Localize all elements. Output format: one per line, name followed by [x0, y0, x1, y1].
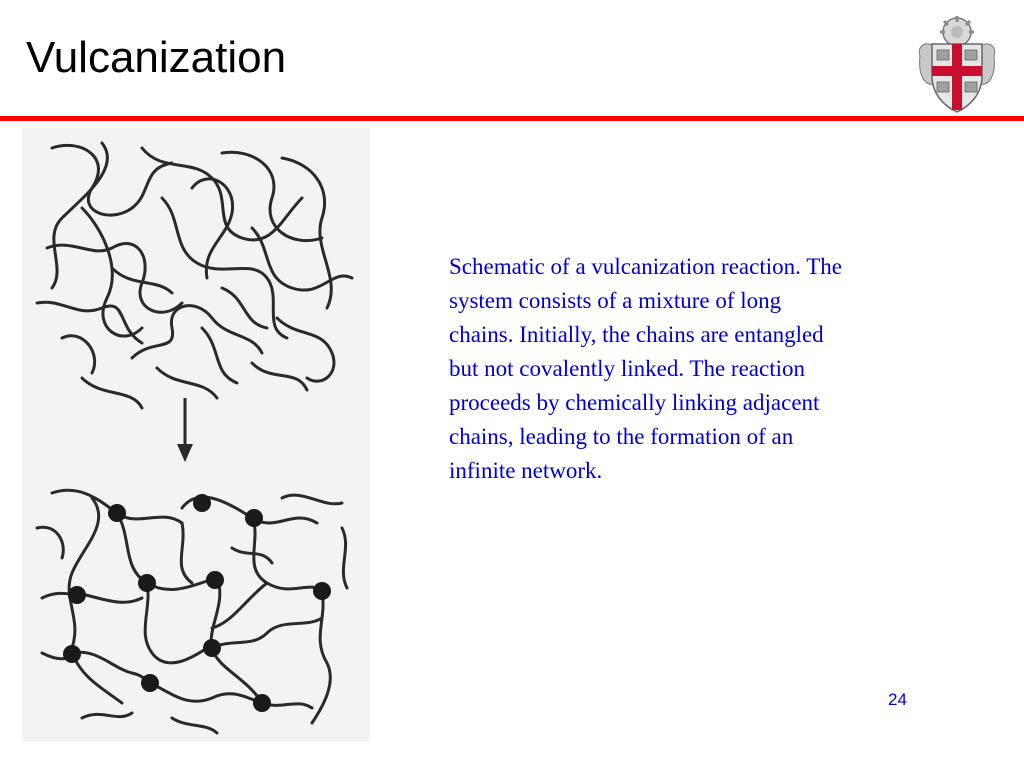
page-number: 24	[888, 690, 907, 709]
entangled-chains	[37, 143, 352, 408]
crosslink-points	[63, 494, 331, 712]
down-arrow-icon	[177, 398, 193, 462]
title-divider	[0, 116, 1024, 121]
slide-title: Vulcanization	[26, 33, 287, 82]
university-crest-icon	[914, 14, 1000, 114]
vulcanization-schematic	[22, 128, 370, 742]
figure-caption: Schematic of a vulcanization reaction. The system consists of a mixture of long chains. Initially, the chains are entangled but not covalently linked. The reaction proceeds by chemically linking adjacent chains, leading to the formation of an infinite network.	[449, 254, 842, 483]
crosslinked-network	[37, 490, 347, 733]
